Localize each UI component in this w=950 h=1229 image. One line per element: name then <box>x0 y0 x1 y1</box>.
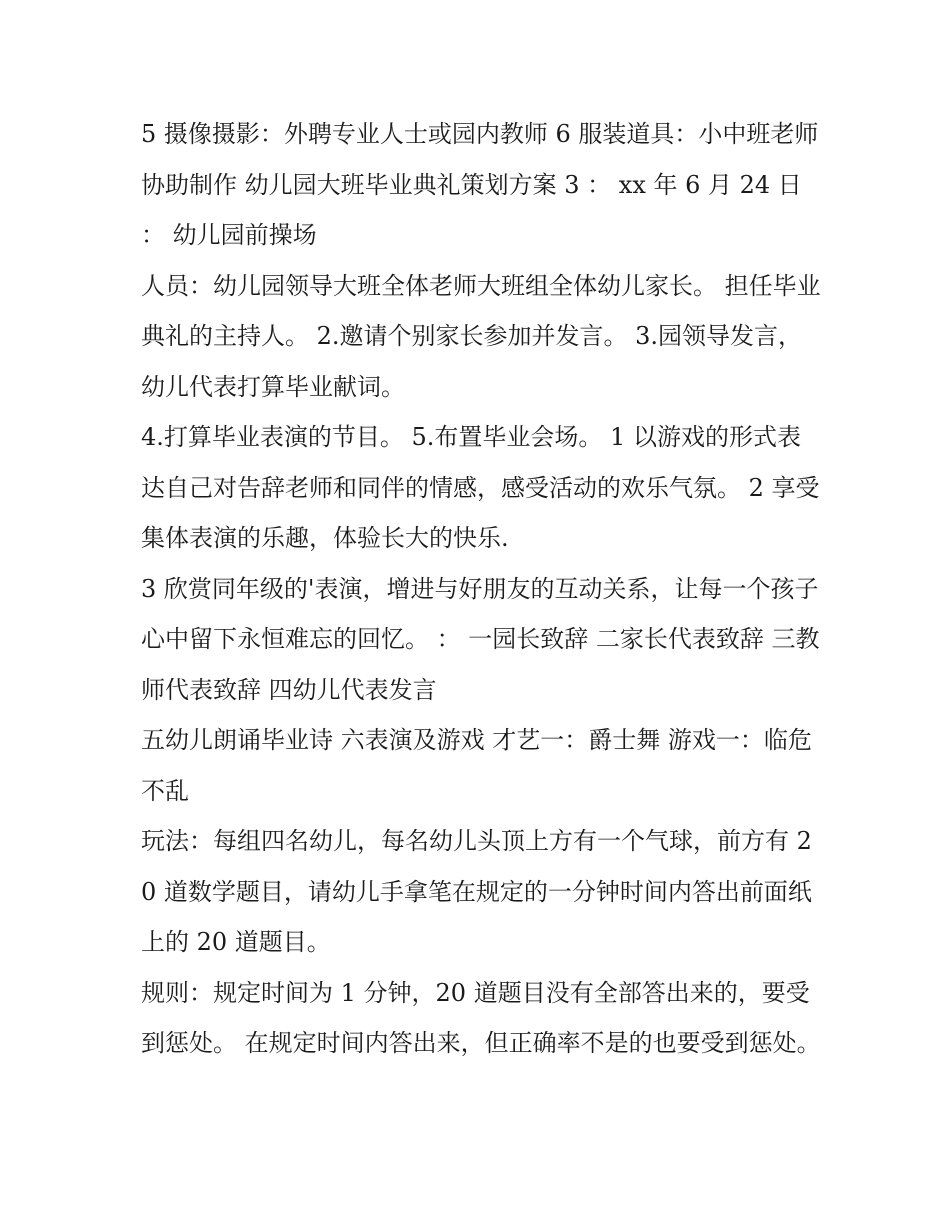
paragraph-5: 五幼儿朗诵毕业诗 六表演及游戏 才艺一：爵士舞 游戏一：临危不乱 <box>141 726 812 805</box>
paragraph-3: 4.打算毕业表演的节目。 5.布置毕业会场。 1 以游戏的形式表达自己对告辞老师和同伴的情感，感受活动的欢乐气氛。 2 享受集体表演的乐趣，体验长大的快乐. <box>141 423 820 552</box>
document-body <box>141 109 821 1069</box>
paragraph-1: 5 摄像摄影：外聘专业人士或园内教师 6 服装道具：小中班老师协助制作 幼儿园大班毕业典礼策划方案 3 ： xx 年 6 月 24 日 ： 幼儿园前操场 <box>141 120 819 249</box>
paragraph-7: 规则：规定时间为 1 分钟，20 道题目没有全部答出来的，要受到惩处。 在规定时间内答出来，但正确率不是的也要受到惩处。 <box>141 978 821 1057</box>
paragraph-4: 3 欣赏同年级的'表演，增进与好朋友的互动关系，让每一个孩子心中留下永恒难忘的回忆。 ： 一园长致辞 二家长代表致辞 三教师代表致辞 四幼儿代表发言 <box>141 574 820 704</box>
paragraph-2: 人员：幼儿园领导大班全体老师大班组全体幼儿家长。 担任毕业典礼的主持人。 2.邀请个别家长参加并发言。 3.园领导发言，幼儿代表打算毕业献词。 <box>141 271 821 401</box>
paragraph-6: 玩法：每组四名幼儿，每名幼儿头顶上方有一个气球，前方有 20 道数学题目，请幼儿手拿笔在规定的一分钟时间内答出前面纸上的 20 道题目。 <box>141 827 812 956</box>
